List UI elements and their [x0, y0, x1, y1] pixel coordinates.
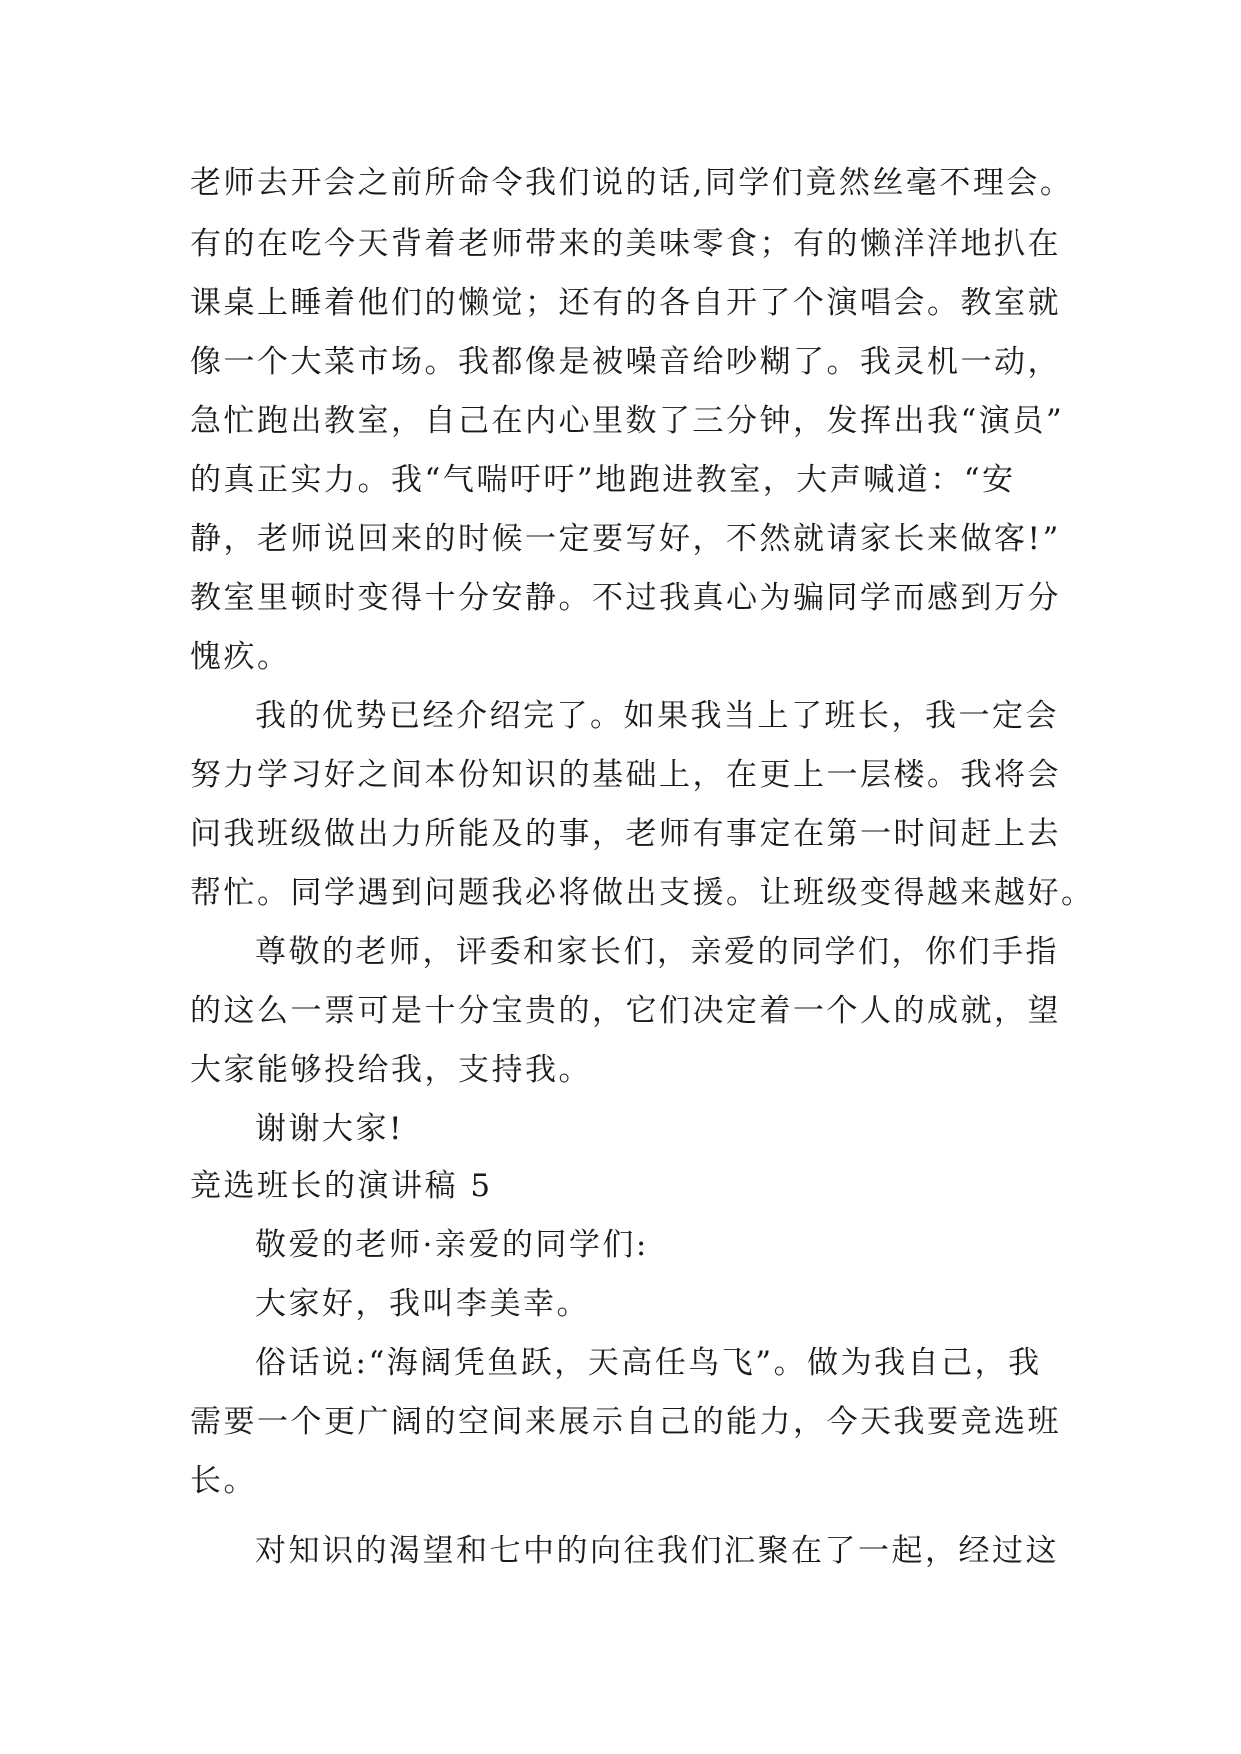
text-line: 静，老师说回来的时候一定要写好，不然就请家长来做客!” [190, 521, 1061, 557]
text-line: 愧疚。 [190, 639, 291, 675]
text-line: 急忙跑出教室，自己在内心里数了三分钟，发挥出我“演员” [190, 403, 1065, 439]
text-line: 大家能够投给我，支持我。 [190, 1052, 592, 1088]
paragraph-start-line: 我的优势已经介绍完了。如果我当上了班长，我一定会 [255, 698, 1059, 734]
text-line: 老师去开会之前所命令我们说的话,同学们竟然丝毫不理会。 [190, 165, 1074, 201]
salutation-line: 敬爱的老师·亲爱的同学们: [255, 1227, 649, 1263]
text-line: 的这么一票可是十分宝贵的，它们决定着一个人的成就，望 [190, 993, 1061, 1029]
paragraph-start-line: 大家好，我叫李美幸。 [255, 1286, 590, 1322]
paragraph-start-line: 俗话说:“海阔凭鱼跃，天高任鸟飞”。做为我自己，我 [255, 1345, 1042, 1381]
paragraph-start-line: 尊敬的老师，评委和家长们，亲爱的同学们，你们手指 [255, 934, 1059, 970]
closing-line: 谢谢大家! [255, 1111, 404, 1147]
text-line: 的真正实力。我“气喘吁吁”地跑进教室，大声喊道：“安 [190, 462, 1016, 498]
section-title: 竞选班长的演讲稿 5 [190, 1168, 493, 1204]
text-line: 像一个大菜市场。我都像是被噪音给吵糊了。我灵机一动， [190, 344, 1061, 380]
text-line: 有的在吃今天背着老师带来的美味零食；有的懒洋洋地扒在 [190, 226, 1061, 262]
text-line: 努力学习好之间本份知识的基础上，在更上一层楼。我将会 [190, 757, 1061, 793]
paragraph-start-line: 对知识的渴望和七中的向往我们汇聚在了一起，经过这 [255, 1533, 1059, 1569]
text-line: 问我班级做出力所能及的事，老师有事定在第一时间赶上去 [190, 816, 1061, 852]
text-line: 帮忙。同学遇到问题我必将做出支援。让班级变得越来越好。 [190, 875, 1095, 911]
text-line: 需要一个更广阔的空间来展示自己的能力，今天我要竞选班 [190, 1404, 1061, 1440]
text-line: 教室里顿时变得十分安静。不过我真心为骗同学而感到万分 [190, 580, 1061, 616]
text-line: 课桌上睡着他们的懒觉；还有的各自开了个演唱会。教室就 [190, 285, 1061, 321]
text-line: 长。 [190, 1463, 257, 1499]
